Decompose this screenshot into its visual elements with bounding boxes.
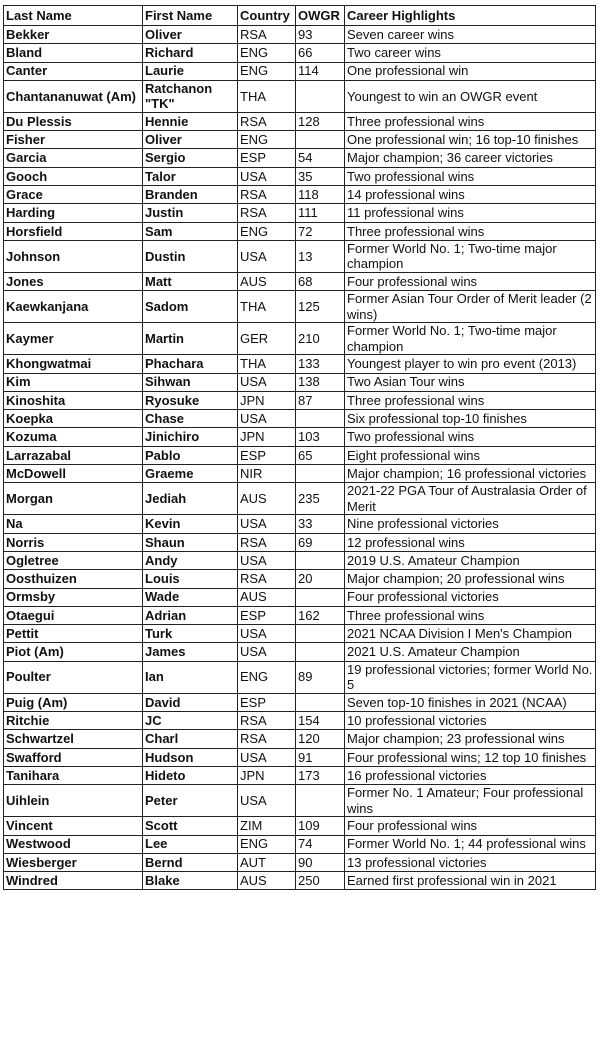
last-name-cell: Bekker <box>4 26 143 44</box>
last-name-cell: Swafford <box>4 748 143 766</box>
first-name-cell: Peter <box>143 785 238 817</box>
table-row <box>4 131 596 149</box>
career-highlights-cell: 2019 U.S. Amateur Champion <box>345 551 596 569</box>
career-highlights-cell: 2021 NCAA Division I Men's Champion <box>345 625 596 643</box>
first-name-cell: Sadom <box>143 291 238 323</box>
last-name-cell: McDowell <box>4 465 143 483</box>
owgr-cell: 128 <box>296 112 345 130</box>
first-name-cell: Louis <box>143 570 238 588</box>
last-name-cell: Horsfield <box>4 222 143 240</box>
table-row <box>4 693 596 711</box>
career-highlights-cell: 16 professional victories <box>345 766 596 784</box>
last-name-cell: Morgan <box>4 483 143 515</box>
country-cell: ENG <box>238 62 296 80</box>
country-cell: RSA <box>238 26 296 44</box>
country-cell: ESP <box>238 693 296 711</box>
table-row <box>4 515 596 533</box>
first-name-cell: James <box>143 643 238 661</box>
table-row <box>4 817 596 835</box>
career-highlights-cell: One professional win; 16 top-10 finishes <box>345 131 596 149</box>
table-row <box>4 533 596 551</box>
career-highlights-cell: 2021 U.S. Amateur Champion <box>345 643 596 661</box>
header-country: Country <box>238 6 296 26</box>
owgr-cell: 72 <box>296 222 345 240</box>
header-last-name: Last Name <box>4 6 143 26</box>
owgr-cell: 114 <box>296 62 345 80</box>
first-name-cell: Shaun <box>143 533 238 551</box>
country-cell: JPN <box>238 391 296 409</box>
career-highlights-cell: Three professional wins <box>345 606 596 624</box>
last-name-cell: Kaewkanjana <box>4 291 143 323</box>
last-name-cell: Khongwatmai <box>4 355 143 373</box>
career-highlights-cell: Youngest to win an OWGR event <box>345 80 596 112</box>
table-row <box>4 410 596 428</box>
last-name-cell: Koepka <box>4 410 143 428</box>
table-row <box>4 785 596 817</box>
country-cell: THA <box>238 80 296 112</box>
table-row <box>4 291 596 323</box>
owgr-cell: 109 <box>296 817 345 835</box>
career-highlights-cell: Two professional wins <box>345 428 596 446</box>
table-row <box>4 465 596 483</box>
owgr-cell: 173 <box>296 766 345 784</box>
first-name-cell: Pablo <box>143 446 238 464</box>
first-name-cell: Martin <box>143 323 238 355</box>
owgr-cell: 120 <box>296 730 345 748</box>
last-name-cell: Puig (Am) <box>4 693 143 711</box>
country-cell: AUS <box>238 272 296 290</box>
last-name-cell: Wiesberger <box>4 853 143 871</box>
table-row <box>4 551 596 569</box>
header-row <box>4 6 596 26</box>
first-name-cell: Hudson <box>143 748 238 766</box>
first-name-cell: Ryosuke <box>143 391 238 409</box>
career-highlights-cell: 2021-22 PGA Tour of Australasia Order of Merit <box>345 483 596 515</box>
career-highlights-cell: Three professional wins <box>345 112 596 130</box>
first-name-cell: David <box>143 693 238 711</box>
first-name-cell: Matt <box>143 272 238 290</box>
table-row <box>4 588 596 606</box>
career-highlights-cell: Four professional wins <box>345 817 596 835</box>
owgr-cell: 68 <box>296 272 345 290</box>
country-cell: ESP <box>238 149 296 167</box>
career-highlights-cell: Former World No. 1; 44 professional wins <box>345 835 596 853</box>
country-cell: RSA <box>238 730 296 748</box>
career-highlights-cell: Seven top-10 finishes in 2021 (NCAA) <box>345 693 596 711</box>
last-name-cell: Vincent <box>4 817 143 835</box>
country-cell: USA <box>238 515 296 533</box>
owgr-cell: 118 <box>296 186 345 204</box>
first-name-cell: Branden <box>143 186 238 204</box>
country-cell: RSA <box>238 712 296 730</box>
owgr-cell <box>296 551 345 569</box>
first-name-cell: Oliver <box>143 131 238 149</box>
last-name-cell: Larrazabal <box>4 446 143 464</box>
last-name-cell: Schwartzel <box>4 730 143 748</box>
table-row <box>4 149 596 167</box>
last-name-cell: Kozuma <box>4 428 143 446</box>
career-highlights-cell: Two career wins <box>345 44 596 62</box>
country-cell: NIR <box>238 465 296 483</box>
country-cell: ENG <box>238 222 296 240</box>
table-row <box>4 483 596 515</box>
last-name-cell: Harding <box>4 204 143 222</box>
last-name-cell: Ormsby <box>4 588 143 606</box>
last-name-cell: Bland <box>4 44 143 62</box>
last-name-cell: Chantananuwat (Am) <box>4 80 143 112</box>
first-name-cell: JC <box>143 712 238 730</box>
country-cell: USA <box>238 551 296 569</box>
first-name-cell: Sihwan <box>143 373 238 391</box>
table-row <box>4 748 596 766</box>
owgr-cell: 154 <box>296 712 345 730</box>
header-owgr: OWGR <box>296 6 345 26</box>
owgr-cell: 133 <box>296 355 345 373</box>
country-cell: JPN <box>238 428 296 446</box>
first-name-cell: Ian <box>143 661 238 693</box>
country-cell: AUS <box>238 872 296 890</box>
last-name-cell: Kinoshita <box>4 391 143 409</box>
last-name-cell: Johnson <box>4 240 143 272</box>
last-name-cell: Kim <box>4 373 143 391</box>
first-name-cell: Graeme <box>143 465 238 483</box>
first-name-cell: Phachara <box>143 355 238 373</box>
table-row <box>4 167 596 185</box>
table-row <box>4 570 596 588</box>
table-row <box>4 391 596 409</box>
last-name-cell: Norris <box>4 533 143 551</box>
owgr-cell <box>296 625 345 643</box>
career-highlights-cell: Former No. 1 Amateur; Four professional wins <box>345 785 596 817</box>
country-cell: ENG <box>238 131 296 149</box>
owgr-cell: 20 <box>296 570 345 588</box>
table-row <box>4 272 596 290</box>
owgr-cell: 69 <box>296 533 345 551</box>
career-highlights-cell: Eight professional wins <box>345 446 596 464</box>
header-first-name: First Name <box>143 6 238 26</box>
first-name-cell: Kevin <box>143 515 238 533</box>
last-name-cell: Du Plessis <box>4 112 143 130</box>
owgr-cell <box>296 465 345 483</box>
owgr-cell: 65 <box>296 446 345 464</box>
career-highlights-cell: 14 professional wins <box>345 186 596 204</box>
last-name-cell: Gooch <box>4 167 143 185</box>
table-row <box>4 186 596 204</box>
career-highlights-cell: Seven career wins <box>345 26 596 44</box>
first-name-cell: Justin <box>143 204 238 222</box>
last-name-cell: Grace <box>4 186 143 204</box>
country-cell: USA <box>238 373 296 391</box>
first-name-cell: Richard <box>143 44 238 62</box>
table-row <box>4 625 596 643</box>
owgr-cell: 138 <box>296 373 345 391</box>
last-name-cell: Ogletree <box>4 551 143 569</box>
career-highlights-cell: Four professional wins <box>345 272 596 290</box>
owgr-cell <box>296 785 345 817</box>
last-name-cell: Ritchie <box>4 712 143 730</box>
last-name-cell: Fisher <box>4 131 143 149</box>
owgr-cell: 103 <box>296 428 345 446</box>
last-name-cell: Piot (Am) <box>4 643 143 661</box>
player-roster-table <box>3 5 596 890</box>
career-highlights-cell: Six professional top-10 finishes <box>345 410 596 428</box>
owgr-cell: 35 <box>296 167 345 185</box>
last-name-cell: Westwood <box>4 835 143 853</box>
country-cell: USA <box>238 410 296 428</box>
table-row <box>4 80 596 112</box>
table-row <box>4 446 596 464</box>
country-cell: ENG <box>238 661 296 693</box>
last-name-cell: Otaegui <box>4 606 143 624</box>
country-cell: ENG <box>238 44 296 62</box>
first-name-cell: Adrian <box>143 606 238 624</box>
owgr-cell <box>296 80 345 112</box>
owgr-cell <box>296 588 345 606</box>
owgr-cell: 74 <box>296 835 345 853</box>
owgr-cell: 250 <box>296 872 345 890</box>
last-name-cell: Tanihara <box>4 766 143 784</box>
first-name-cell: Andy <box>143 551 238 569</box>
table-row <box>4 428 596 446</box>
table-row <box>4 643 596 661</box>
first-name-cell: Sam <box>143 222 238 240</box>
table-row <box>4 240 596 272</box>
country-cell: USA <box>238 748 296 766</box>
last-name-cell: Kaymer <box>4 323 143 355</box>
first-name-cell: Chase <box>143 410 238 428</box>
owgr-cell: 125 <box>296 291 345 323</box>
first-name-cell: Oliver <box>143 26 238 44</box>
table-row <box>4 222 596 240</box>
roster-container <box>3 5 595 890</box>
country-cell: RSA <box>238 570 296 588</box>
header-career-highlights: Career Highlights <box>345 6 596 26</box>
owgr-cell: 210 <box>296 323 345 355</box>
last-name-cell: Jones <box>4 272 143 290</box>
first-name-cell: Jediah <box>143 483 238 515</box>
country-cell: ESP <box>238 446 296 464</box>
table-row <box>4 112 596 130</box>
career-highlights-cell: 13 professional victories <box>345 853 596 871</box>
country-cell: ESP <box>238 606 296 624</box>
career-highlights-cell: 11 professional wins <box>345 204 596 222</box>
owgr-cell <box>296 410 345 428</box>
career-highlights-cell: Major champion; 36 career victories <box>345 149 596 167</box>
country-cell: RSA <box>238 112 296 130</box>
career-highlights-cell: Former Asian Tour Order of Merit leader (2 wins) <box>345 291 596 323</box>
last-name-cell: Uihlein <box>4 785 143 817</box>
last-name-cell: Pettit <box>4 625 143 643</box>
career-highlights-cell: Major champion; 20 professional wins <box>345 570 596 588</box>
owgr-cell: 13 <box>296 240 345 272</box>
owgr-cell <box>296 693 345 711</box>
owgr-cell <box>296 643 345 661</box>
career-highlights-cell: Former World No. 1; Two-time major champion <box>345 240 596 272</box>
career-highlights-cell: 12 professional wins <box>345 533 596 551</box>
owgr-cell: 91 <box>296 748 345 766</box>
table-row <box>4 730 596 748</box>
career-highlights-cell: 19 professional victories; former World No. 5 <box>345 661 596 693</box>
career-highlights-cell: Major champion; 23 professional wins <box>345 730 596 748</box>
table-row <box>4 835 596 853</box>
first-name-cell: Ratchanon "TK" <box>143 80 238 112</box>
owgr-cell: 111 <box>296 204 345 222</box>
career-highlights-cell: Nine professional victories <box>345 515 596 533</box>
career-highlights-cell: Earned first professional win in 2021 <box>345 872 596 890</box>
owgr-cell: 90 <box>296 853 345 871</box>
table-row <box>4 872 596 890</box>
first-name-cell: Jinichiro <box>143 428 238 446</box>
owgr-cell: 89 <box>296 661 345 693</box>
country-cell: RSA <box>238 533 296 551</box>
country-cell: AUS <box>238 483 296 515</box>
career-highlights-cell: Two professional wins <box>345 167 596 185</box>
table-row <box>4 853 596 871</box>
country-cell: ZIM <box>238 817 296 835</box>
first-name-cell: Talor <box>143 167 238 185</box>
last-name-cell: Poulter <box>4 661 143 693</box>
table-row <box>4 712 596 730</box>
country-cell: USA <box>238 240 296 272</box>
last-name-cell: Oosthuizen <box>4 570 143 588</box>
career-highlights-cell: Youngest player to win pro event (2013) <box>345 355 596 373</box>
table-row <box>4 44 596 62</box>
country-cell: USA <box>238 167 296 185</box>
owgr-cell: 54 <box>296 149 345 167</box>
first-name-cell: Turk <box>143 625 238 643</box>
first-name-cell: Blake <box>143 872 238 890</box>
country-cell: AUS <box>238 588 296 606</box>
country-cell: RSA <box>238 204 296 222</box>
career-highlights-cell: Four professional victories <box>345 588 596 606</box>
owgr-cell: 93 <box>296 26 345 44</box>
career-highlights-cell: Three professional wins <box>345 222 596 240</box>
owgr-cell: 66 <box>296 44 345 62</box>
first-name-cell: Sergio <box>143 149 238 167</box>
table-row <box>4 766 596 784</box>
table-row <box>4 355 596 373</box>
first-name-cell: Wade <box>143 588 238 606</box>
country-cell: USA <box>238 625 296 643</box>
first-name-cell: Lee <box>143 835 238 853</box>
table-row <box>4 26 596 44</box>
country-cell: AUT <box>238 853 296 871</box>
table-row <box>4 661 596 693</box>
country-cell: ENG <box>238 835 296 853</box>
country-cell: JPN <box>238 766 296 784</box>
career-highlights-cell: Major champion; 16 professional victories <box>345 465 596 483</box>
country-cell: THA <box>238 291 296 323</box>
country-cell: USA <box>238 643 296 661</box>
first-name-cell: Dustin <box>143 240 238 272</box>
first-name-cell: Laurie <box>143 62 238 80</box>
career-highlights-cell: Former World No. 1; Two-time major champion <box>345 323 596 355</box>
first-name-cell: Scott <box>143 817 238 835</box>
first-name-cell: Charl <box>143 730 238 748</box>
country-cell: GER <box>238 323 296 355</box>
career-highlights-cell: One professional win <box>345 62 596 80</box>
country-cell: USA <box>238 785 296 817</box>
table-header <box>4 6 596 26</box>
table-row <box>4 62 596 80</box>
first-name-cell: Hideto <box>143 766 238 784</box>
country-cell: RSA <box>238 186 296 204</box>
owgr-cell: 162 <box>296 606 345 624</box>
last-name-cell: Canter <box>4 62 143 80</box>
table-row <box>4 606 596 624</box>
table-row <box>4 323 596 355</box>
career-highlights-cell: Four professional wins; 12 top 10 finishes <box>345 748 596 766</box>
career-highlights-cell: 10 professional victories <box>345 712 596 730</box>
career-highlights-cell: Three professional wins <box>345 391 596 409</box>
table-row <box>4 373 596 391</box>
owgr-cell: 33 <box>296 515 345 533</box>
table-row <box>4 204 596 222</box>
table-body <box>4 26 596 890</box>
last-name-cell: Na <box>4 515 143 533</box>
country-cell: THA <box>238 355 296 373</box>
owgr-cell: 235 <box>296 483 345 515</box>
last-name-cell: Windred <box>4 872 143 890</box>
career-highlights-cell: Two Asian Tour wins <box>345 373 596 391</box>
first-name-cell: Hennie <box>143 112 238 130</box>
first-name-cell: Bernd <box>143 853 238 871</box>
owgr-cell <box>296 131 345 149</box>
owgr-cell: 87 <box>296 391 345 409</box>
last-name-cell: Garcia <box>4 149 143 167</box>
